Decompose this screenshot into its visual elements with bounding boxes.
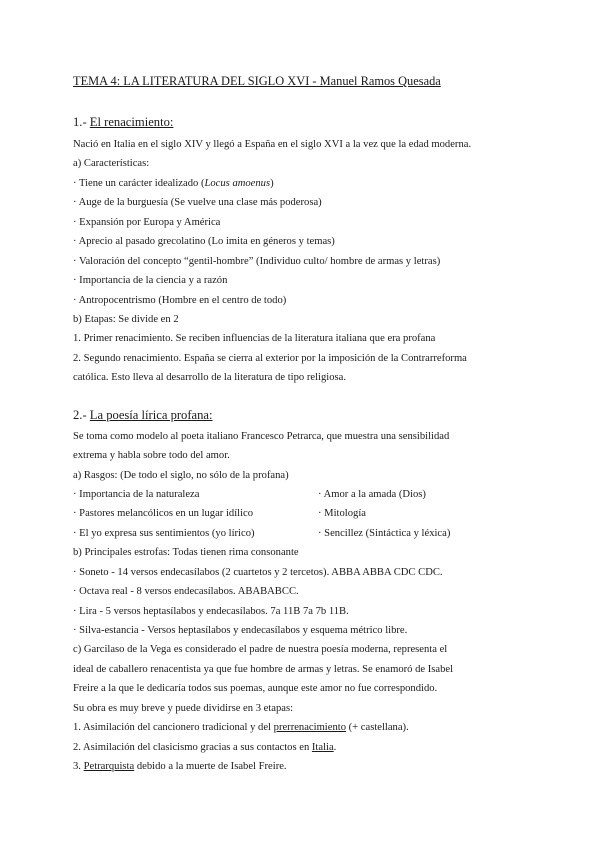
paragraph: extrema y habla sobre todo del amor. xyxy=(73,450,230,461)
paragraph: Freire a la que le dedicaría todos sus poemas, aunque este amor no fue correspondido. xyxy=(73,683,438,694)
list-item-emphasis: Locus amoenus xyxy=(204,178,271,189)
list-item: 2. Segundo renacimiento. España se cierra al exterior por la imposición de la Contrarreforma xyxy=(73,353,467,364)
paragraph: Se toma como modelo al poeta italiano Francesco Petrarca, que muestra una sensibilidad xyxy=(73,431,450,442)
list-item: · Valoración del concepto “gentil-hombre” (Individuo culto/ hombre de armas y letras) xyxy=(73,256,441,267)
list-item: 1. Primer renacimiento. Se reciben influencias de la literatura italiana que era profana xyxy=(73,333,436,344)
list-item-text: 2. Asimilación del clasicismo gracias a sus contactos en xyxy=(73,742,312,753)
list-item: · Soneto - 14 versos endecasílabos (2 cuartetos y 2 tercetos). ABBA ABBA CDC CDC. xyxy=(73,567,443,578)
list-item xyxy=(73,761,287,772)
list-label: b) Principales estrofas: Todas tienen rima consonante xyxy=(73,547,299,558)
list-item: · Importancia de la ciencia y a razón xyxy=(73,275,228,286)
list-item-text: · Tiene un carácter idealizado ( xyxy=(73,178,205,189)
list-item: · Silva-estancia - Versos heptasílabos y endecasílabos y esquema métrico libre. xyxy=(73,625,408,636)
list-item-text: 3. xyxy=(73,761,84,772)
list-item: · El yo expresa sus sentimientos (yo lírico) xyxy=(73,528,255,539)
list-item: · Auge de la burguesía (Se vuelve una clase más poderosa) xyxy=(73,197,322,208)
list-label: b) Etapas: Se divide en 2 xyxy=(73,314,179,325)
list-label: a) Rasgos: (De todo el siglo, no sólo de la profana) xyxy=(73,470,289,481)
paragraph: c) Garcilaso de la Vega es considerado el padre de nuestra poesía moderna, representa el xyxy=(73,644,448,655)
list-item-text: 1. Asimilación del cancionero tradicional y del xyxy=(73,722,274,733)
list-item xyxy=(73,722,409,733)
section-number: 1.- xyxy=(73,115,90,129)
list-item: · Importancia de la naturaleza xyxy=(73,489,200,500)
list-item: · Octava real - 8 versos endecasílabos. ABABABCC. xyxy=(73,586,299,597)
underlined-term: Italia xyxy=(311,742,334,753)
paragraph: Su obra es muy breve y puede dividirse en 3 etapas: xyxy=(73,703,294,714)
list-item: · Sencillez (Sintáctica y léxica) xyxy=(318,528,451,539)
section-heading-renacimiento xyxy=(73,115,173,130)
list-item: · Aprecio al pasado grecolatino (Lo imita en géneros y temas) xyxy=(73,236,335,247)
list-item-text: ) xyxy=(270,178,274,189)
paragraph: Nació en Italia en el siglo XIV y llegó a España en el siglo XVI a la vez que la edad moderna. xyxy=(73,139,472,150)
list-item xyxy=(73,742,336,753)
list-item: · Amor a la amada (Dios) xyxy=(318,489,426,500)
section-number: 2.- xyxy=(73,408,90,422)
list-label: a) Características: xyxy=(73,158,150,169)
underlined-term: Petrarquista xyxy=(83,761,135,772)
list-item: · Lira - 5 versos heptasílabos y endecasílabos. 7a 11B 7a 7b 11B. xyxy=(73,606,349,617)
list-item-text: . xyxy=(333,742,337,753)
paragraph: ideal de caballero renacentista ya que fue hombre de armas y letras. Se enamoró de Isabel xyxy=(73,664,454,675)
list-item-continuation: católica. Esto lleva al desarrollo de la literatura de tipo religiosa. xyxy=(73,372,346,383)
section-title: La poesía lírica profana: xyxy=(89,408,213,422)
section-title: El renacimiento: xyxy=(89,115,174,129)
list-item: · Mitología xyxy=(318,508,366,519)
list-item-text: (+ castellana). xyxy=(346,722,409,733)
list-item: · Pastores melancólicos en un lugar idílico xyxy=(73,508,254,519)
list-item xyxy=(73,178,274,189)
list-item: · Antropocentrismo (Hombre en el centro de todo) xyxy=(73,295,287,306)
section-heading-poesia xyxy=(73,408,213,423)
list-item: · Expansión por Europa y América xyxy=(73,217,221,228)
list-item-text: debido a la muerte de Isabel Freire. xyxy=(134,761,287,772)
document-title: TEMA 4: LA LITERATURA DEL SIGLO XVI - Manuel Ramos Quesada xyxy=(73,74,441,88)
underlined-term: prerrenacimiento xyxy=(273,722,346,733)
